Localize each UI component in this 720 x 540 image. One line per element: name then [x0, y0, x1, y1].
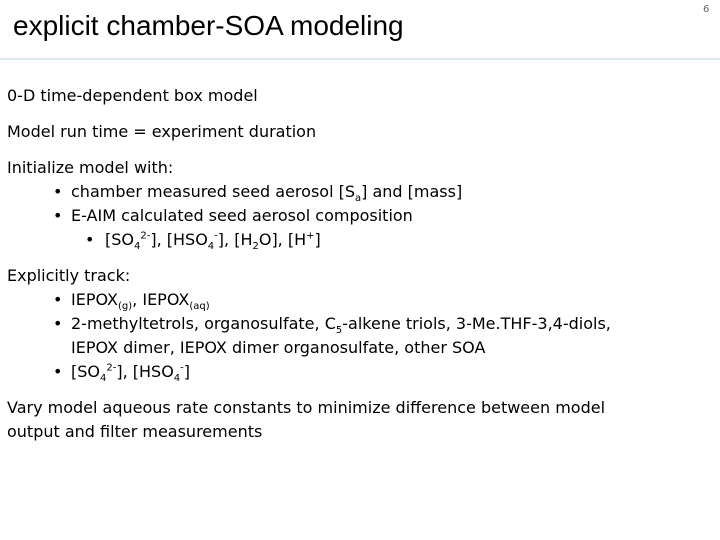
init-heading: Initialize model with:: [7, 158, 174, 177]
init-item-eaim: • E-AIM calculated seed aerosol composition: [7, 204, 707, 228]
init-item-species: • $[SO_4^{2-}]$, $[HSO_4^-]$, $[H_2O]$, [H+]: [85, 230, 321, 253]
bullet: •: [85, 230, 95, 249]
box-model-line: 0-D time-dependent box model: [7, 86, 258, 105]
slide-body: [7, 84, 707, 444]
page-number: 6: [703, 4, 710, 15]
bullet: •: [53, 362, 63, 381]
slide-title: explicit chamber-SOA modeling: [13, 10, 404, 41]
track-item-products-cont: IEPOX dimer, IEPOX dimer organosulfate, other SOA: [71, 338, 486, 357]
run-time-line: Model run time = experiment duration: [7, 122, 317, 141]
bullet: •: [53, 290, 63, 309]
track-item-products: • 2-methyltetrols, organosulfate, $C_5$-alkene triols, 3-Me.THF-3,4-diols,: [53, 314, 611, 337]
track-heading: Explicitly track:: [7, 266, 131, 285]
init-item-seed: • chamber measured seed aerosol $[S_a]$ and [mass]: [53, 182, 463, 205]
vary-line-1: Vary model aqueous rate constants to minimize difference between model: [7, 398, 606, 417]
track-item-sulfate: • $[SO_4^{2-}]$, $[HSO_4^-]$: [53, 362, 191, 385]
bullet: •: [53, 182, 63, 201]
bullet: •: [53, 206, 63, 225]
title-divider: [0, 58, 720, 60]
track-item-iepox: • $IEPOX_{(g)}$, $IEPOX_{(aq)}$: [53, 290, 210, 313]
bullet: •: [53, 314, 63, 333]
vary-line-2: output and filter measurements: [7, 422, 263, 441]
